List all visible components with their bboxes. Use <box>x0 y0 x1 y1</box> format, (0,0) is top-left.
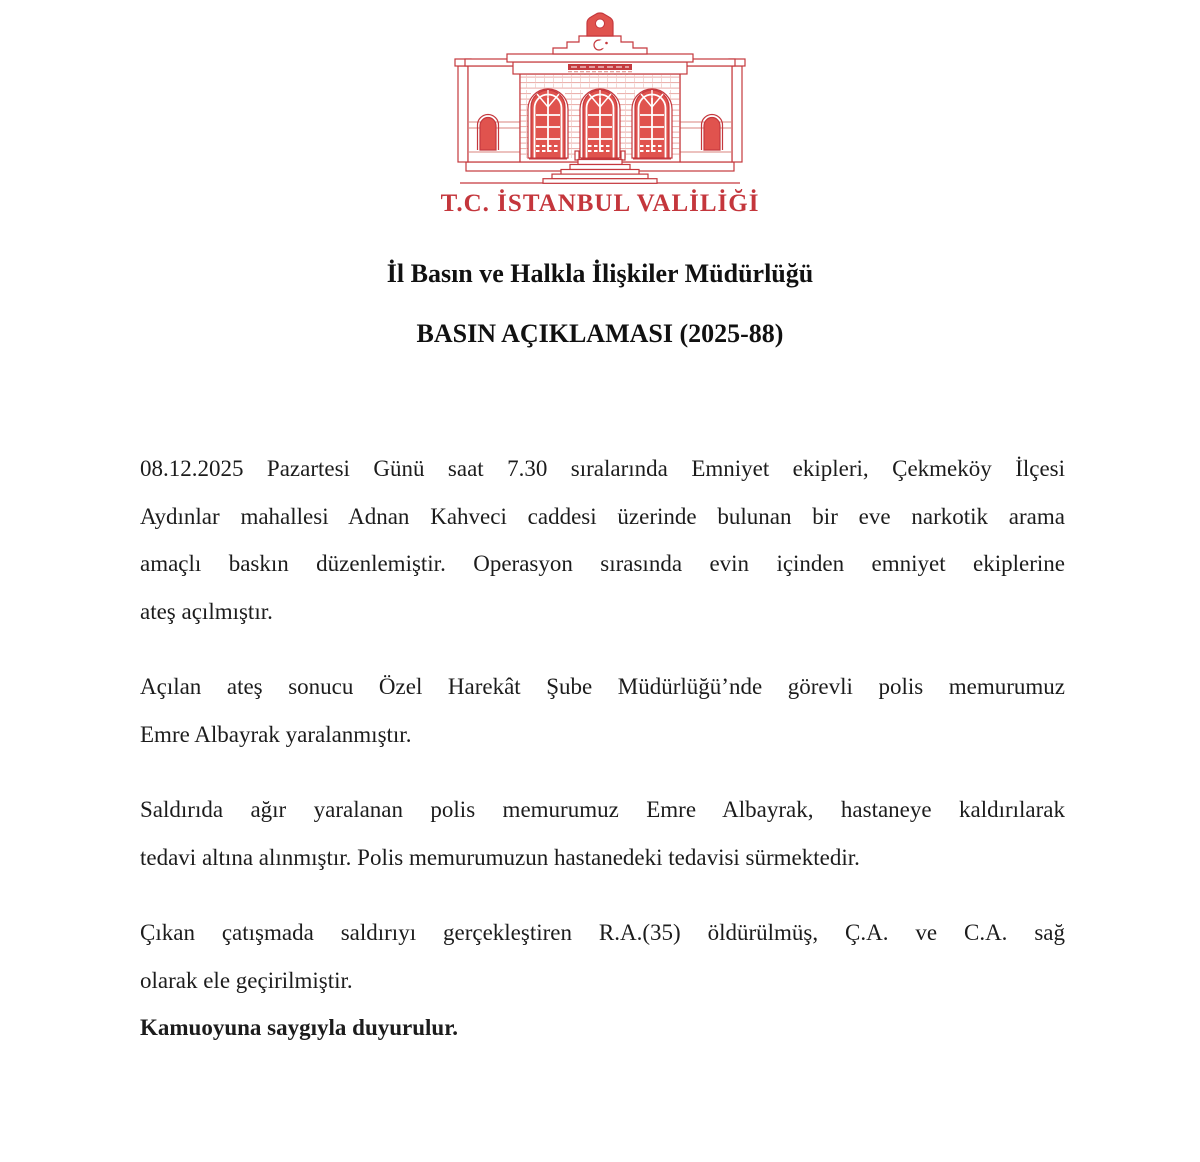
paragraph-line: Aydınlar mahallesi Adnan Kahveci caddesi üzerinde bulunan bir eve narkotik arama <box>140 503 1065 529</box>
document-header <box>0 12 1200 351</box>
press-release-title: BASIN AÇIKLAMASI (2025-88) <box>416 319 784 348</box>
paragraph-line: amaçlı baskın düzenlemiştir. Operasyon sırasında evin içinden emniyet ekiplerine <box>140 551 1065 576</box>
document-body <box>140 445 1065 1052</box>
department-title: İl Basın ve Halkla İlişkiler Müdürlüğü <box>386 259 814 288</box>
agency-name: T.C. İSTANBUL VALİLİĞİ <box>440 190 760 217</box>
paragraph-1 <box>140 445 1065 635</box>
closing-line: Kamuoyuna saygıyla duyurulur. <box>140 1015 459 1040</box>
paragraph-4 <box>140 909 1065 1004</box>
governorship-building-icon <box>450 12 750 187</box>
paragraph-line: 08.12.2025 Pazartesi Günü saat 7.30 sıralarında Emniyet ekipleri, Çekmeköy İlçesi <box>140 456 1065 481</box>
paragraph-line: Çıkan çatışmada saldırıyı gerçekleştiren R.A.(35) öldürülmüş, Ç.A. ve C.A. sağ <box>140 920 1065 945</box>
paragraph-line: Açılan ateş sonucu Özel Harekât Şube Müdürlüğü’nde görevli polis memurumuz <box>140 674 1065 699</box>
paragraph-line: tedavi altına alınmıştır. Polis memurumuzun hastanedeki tedavisi sürmektedir. <box>140 844 860 870</box>
paragraph-3 <box>140 786 1065 881</box>
paragraph-2 <box>140 663 1065 758</box>
paragraph-line: olarak ele geçirilmiştir. <box>140 967 353 993</box>
paragraph-line: ateş açılmıştır. <box>140 598 273 624</box>
paragraph-line: Saldırıda ağır yaralanan polis memurumuz Emre Albayrak, hastaneye kaldırılarak <box>140 797 1065 822</box>
paragraph-line: Emre Albayrak yaralanmıştır. <box>140 721 412 747</box>
